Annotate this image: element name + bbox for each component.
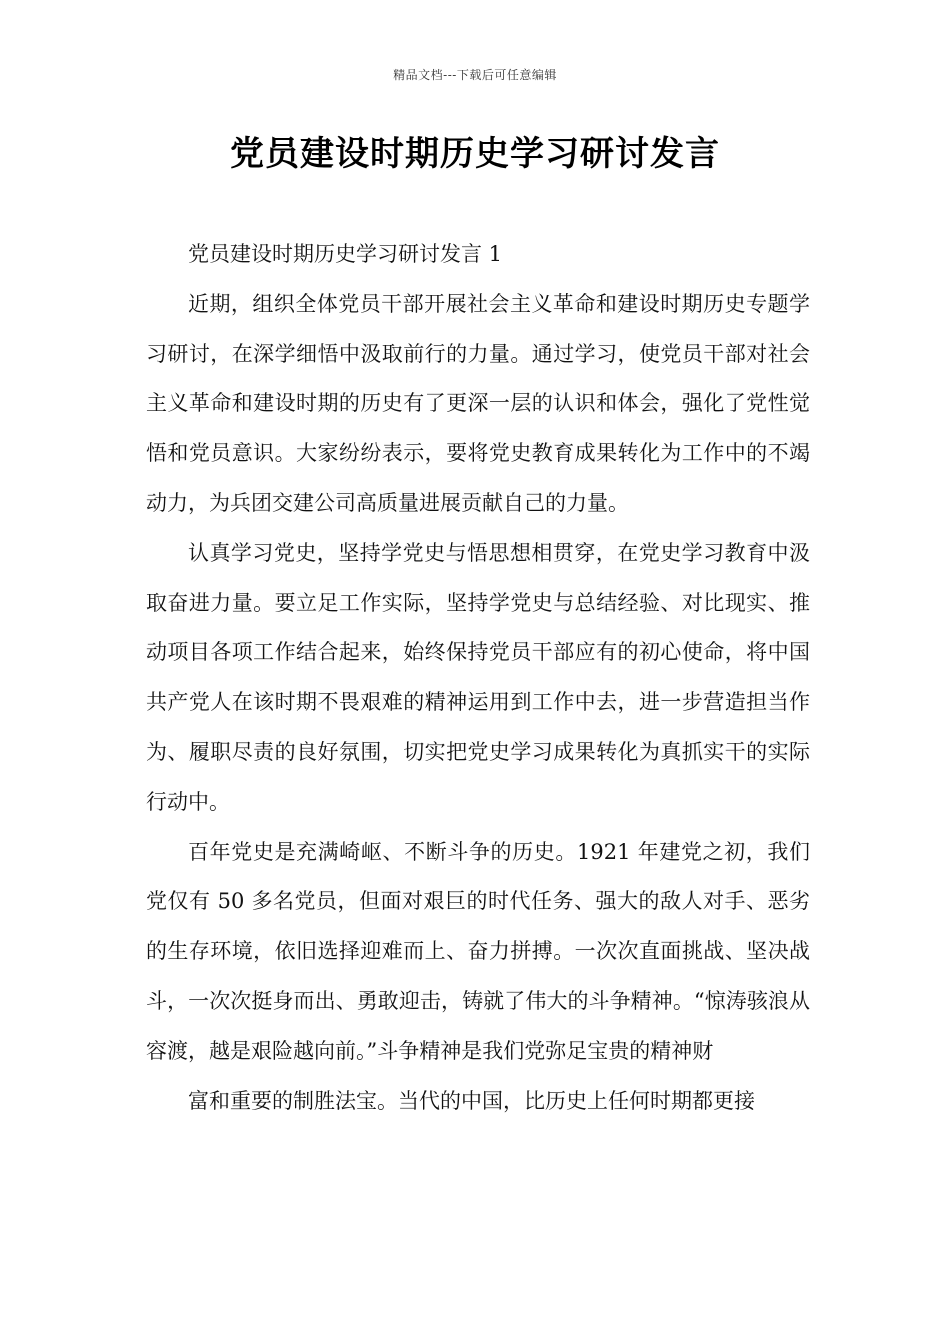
paragraph-4: 富和重要的制胜法宝。当代的中国，比历史上任何时期都更接 [188,1088,755,1113]
document-body [146,230,810,1126]
header-note: 精品文档---下载后可任意编辑 [393,68,557,82]
document-title: 党员建设时期历史学习研讨发言 [230,134,720,174]
paragraph-2: 认真学习党史，坚持学党史与悟思想相贯穿，在党史学习教育中汲取奋进力量。要立足工作实际，坚持学党史与总结经验、对比现实、推动项目各项工作结合起来，始终保持党员干部应有的初心使命，将中国共产党人在该时期不畏艰难的精神运用到工作中去，进一步营造担当作为、履职尽责的良好氛围，切实把党史学习成果转化为真抓实干的实际行动中。 [146,540,810,814]
paragraph-1: 近期，组织全体党员干部开展社会主义革命和建设时期历史专题学习研讨，在深学细悟中汲取前行的力量。通过学习，使党员干部对社会主义革命和建设时期的历史有了更深一层的认识和体会，强化了党性觉悟和党员意识。大家纷纷表示，要将党史教育成果转化为工作中的不竭动力，为兵团交建公司高质量进展贡献自己的力量。 [146,291,810,515]
paragraph-3: 百年党史是充满崎岖、不断斗争的历史。1921 年建党之初，我们党仅有 50 多名党员，但面对艰巨的时代任务、强大的敌人对手、恶劣的生存环境，依旧选择迎难而上、奋力拼搏。一次次直面挑战、坚决战斗，一次次挺身而出、勇敢迎击，铸就了伟大的斗争精神。“惊涛骇浪从容渡，越是艰险越向前。”斗争精神是我们党弥足宝贵的精神财 [146,839,810,1063]
document-subtitle: 党员建设时期历史学习研讨发言 1 [188,242,503,266]
